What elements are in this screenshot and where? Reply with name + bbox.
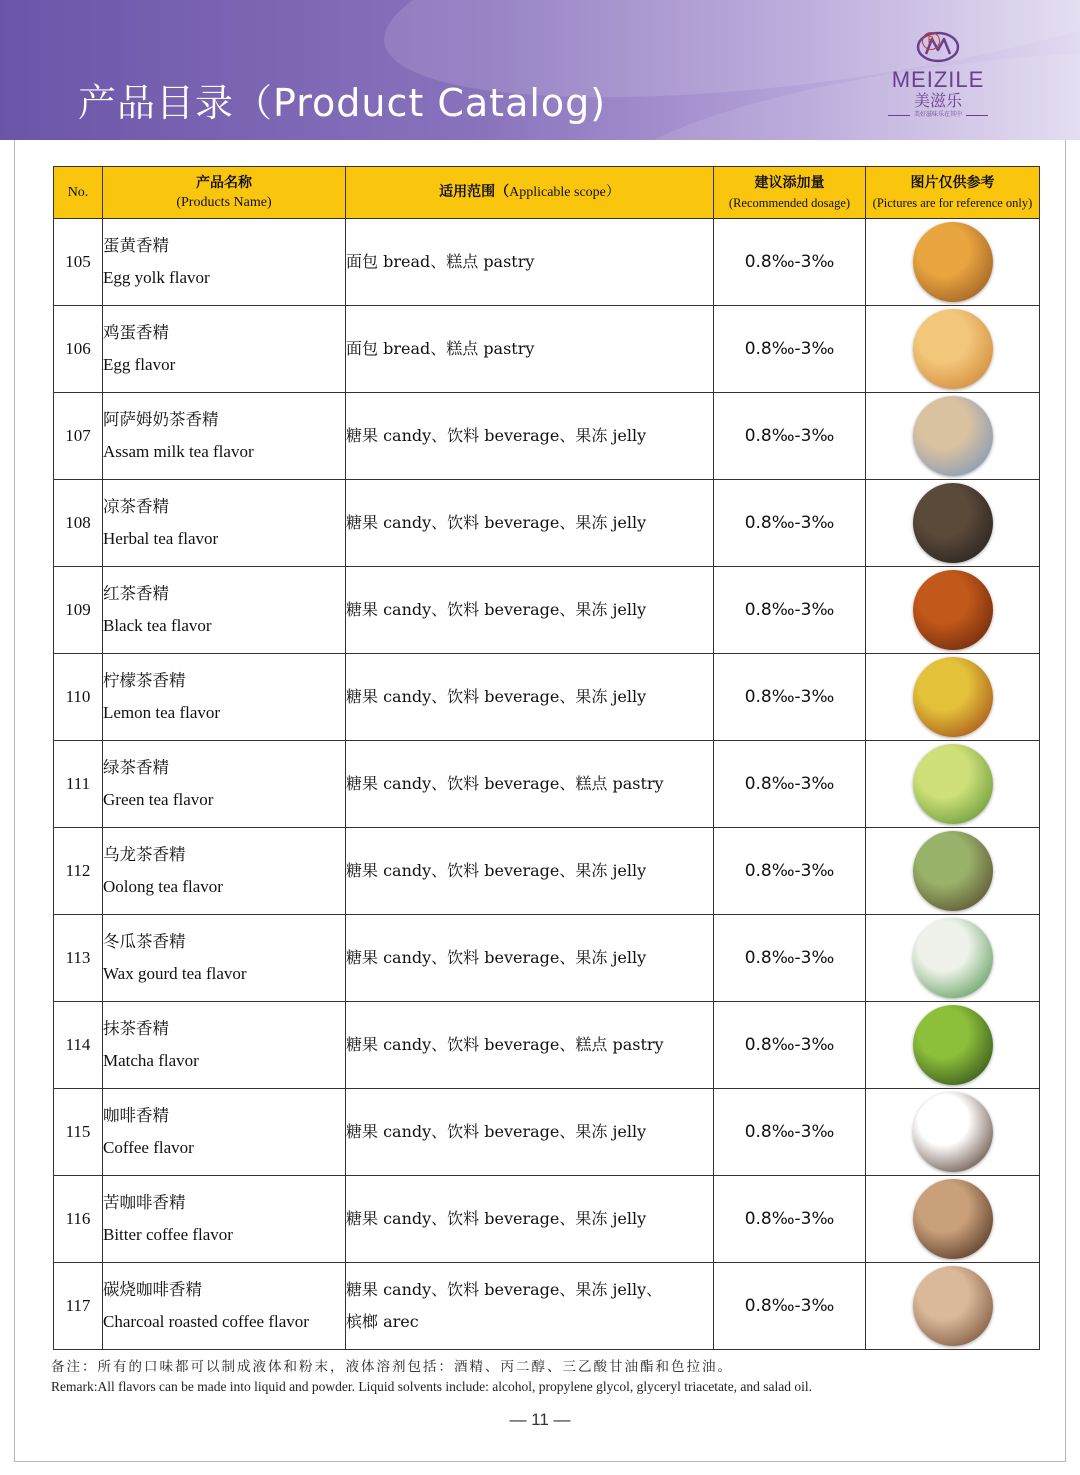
product-number: 106 xyxy=(65,339,91,358)
milk-tea-icon xyxy=(913,396,993,476)
dosage-cell xyxy=(714,1002,866,1089)
picture-cell xyxy=(866,1263,1040,1350)
egg-bread-icon xyxy=(913,309,993,389)
column-header-dosage-cn: 建议添加量 xyxy=(754,174,825,191)
product-name-cell xyxy=(103,1002,346,1089)
product-name-cn: 乌龙茶香精 xyxy=(103,845,186,864)
table-row xyxy=(54,1176,1040,1263)
applicable-scope: 糖果 candy、饮料 beverage、果冻 jelly xyxy=(346,513,647,532)
applicable-scope-cell xyxy=(346,741,714,828)
matcha-icon xyxy=(913,1005,993,1085)
dosage-cell xyxy=(714,654,866,741)
product-name-cell xyxy=(103,1089,346,1176)
product-number: 111 xyxy=(65,774,91,793)
column-header-dosage-en: (Recommended dosage) xyxy=(728,195,851,210)
product-name-cell xyxy=(103,1176,346,1263)
applicable-scope: 糖果 candy、饮料 beverage、果冻 jelly xyxy=(346,1209,647,1228)
product-number: 110 xyxy=(65,687,91,706)
product-number-cell xyxy=(54,828,103,915)
table-row xyxy=(54,915,1040,1002)
brand-tagline xyxy=(878,110,998,120)
product-name-cell xyxy=(103,915,346,1002)
recommended-dosage: 0.8‰-3‰ xyxy=(744,948,835,968)
applicable-scope-cell xyxy=(346,654,714,741)
product-name-cell xyxy=(103,654,346,741)
remark-cn: 备注：所有的口味都可以制成液体和粉末，液体溶剂包括：酒精、丙二醇、三乙酸甘油酯和色拉油。 xyxy=(51,1359,733,1375)
product-number: 116 xyxy=(65,1209,91,1228)
product-number-cell xyxy=(54,219,103,306)
applicable-scope: 糖果 candy、饮料 beverage、果冻 jelly xyxy=(346,861,647,880)
applicable-scope-cell xyxy=(346,306,714,393)
table-row xyxy=(54,219,1040,306)
product-number-cell xyxy=(54,1002,103,1089)
column-header-name xyxy=(103,167,346,219)
recommended-dosage: 0.8‰-3‰ xyxy=(744,1122,835,1142)
product-name-cell xyxy=(103,219,346,306)
table-row xyxy=(54,1263,1040,1350)
applicable-scope: 面包 bread、糕点 pastry xyxy=(346,252,535,271)
table-row xyxy=(54,1002,1040,1089)
applicable-scope-cell xyxy=(346,828,714,915)
product-name-cn: 凉茶香精 xyxy=(103,497,169,516)
page-title: 产品目录（Product Catalog) xyxy=(78,81,607,125)
black-tea-icon xyxy=(913,570,993,650)
column-header-no-label: No. xyxy=(67,185,89,200)
applicable-scope-cell xyxy=(346,1002,714,1089)
wax-gourd-tea-icon xyxy=(913,918,993,998)
product-name-cn: 红茶香精 xyxy=(103,584,169,603)
product-name-cn: 冬瓜茶香精 xyxy=(103,932,186,951)
table-row xyxy=(54,828,1040,915)
product-name-en: Charcoal roasted coffee flavor xyxy=(103,1312,309,1331)
product-number: 114 xyxy=(65,1035,91,1054)
table-row xyxy=(54,741,1040,828)
product-number: 105 xyxy=(65,252,91,271)
product-name-en: Green tea flavor xyxy=(103,790,214,809)
dosage-cell xyxy=(714,741,866,828)
applicable-scope-cell xyxy=(346,567,714,654)
applicable-scope-cell xyxy=(346,915,714,1002)
recommended-dosage: 0.8‰-3‰ xyxy=(744,252,835,272)
recommended-dosage: 0.8‰-3‰ xyxy=(744,861,835,881)
applicable-scope-cell xyxy=(346,219,714,306)
column-header-name-cn: 产品名称 xyxy=(196,174,252,191)
product-number: 117 xyxy=(65,1296,91,1315)
product-number-cell xyxy=(54,1263,103,1350)
picture-cell xyxy=(866,306,1040,393)
applicable-scope-cell xyxy=(346,1176,714,1263)
roasted-coffee-icon xyxy=(913,1266,993,1346)
product-name-en: Assam milk tea flavor xyxy=(103,442,254,461)
product-name-cn: 抹茶香精 xyxy=(103,1019,169,1038)
applicable-scope: 糖果 candy、饮料 beverage、糕点 pastry xyxy=(346,774,664,793)
recommended-dosage: 0.8‰-3‰ xyxy=(744,426,835,446)
product-name-en: Lemon tea flavor xyxy=(103,703,221,722)
recommended-dosage: 0.8‰-3‰ xyxy=(744,1296,835,1316)
picture-cell xyxy=(866,741,1040,828)
applicable-scope: 糖果 candy、饮料 beverage、果冻 jelly xyxy=(346,948,647,967)
product-number-cell xyxy=(54,1089,103,1176)
picture-cell xyxy=(866,480,1040,567)
recommended-dosage: 0.8‰-3‰ xyxy=(744,600,835,620)
page-number: — 11 — xyxy=(509,1410,571,1429)
dosage-cell xyxy=(714,1176,866,1263)
picture-cell xyxy=(866,915,1040,1002)
product-name-en: Egg yolk flavor xyxy=(103,268,210,287)
recommended-dosage: 0.8‰-3‰ xyxy=(744,1035,835,1055)
herbal-tea-icon xyxy=(913,483,993,563)
meizile-logo-icon xyxy=(916,30,960,64)
product-number-cell xyxy=(54,306,103,393)
product-name-en: Coffee flavor xyxy=(103,1138,194,1157)
picture-cell xyxy=(866,1089,1040,1176)
product-number-cell xyxy=(54,654,103,741)
recommended-dosage: 0.8‰-3‰ xyxy=(744,774,835,794)
dosage-cell xyxy=(714,480,866,567)
column-header-scope-cn: 适用范围（ xyxy=(439,184,510,200)
product-name-cn: 碳烧咖啡香精 xyxy=(103,1280,202,1299)
table-row xyxy=(54,567,1040,654)
product-name-cell xyxy=(103,828,346,915)
dosage-cell xyxy=(714,1089,866,1176)
applicable-scope: 糖果 candy、饮料 beverage、果冻 jelly xyxy=(346,687,647,706)
applicable-scope-cell xyxy=(346,1089,714,1176)
lemon-tea-icon xyxy=(913,657,993,737)
picture-cell xyxy=(866,393,1040,480)
product-number-cell xyxy=(54,480,103,567)
product-name-en: Oolong tea flavor xyxy=(103,877,223,896)
brand-name-cn: 美滋乐 xyxy=(913,91,962,110)
product-number: 112 xyxy=(65,861,91,880)
remark-en: Remark:All flavors can be made into liquid and powder. Liquid solvents include: alcohol, propylene glycol, glyceryl triacetate, and salad oil. xyxy=(51,1379,813,1394)
picture-cell xyxy=(866,828,1040,915)
applicable-scope: 糖果 candy、饮料 beverage、糕点 pastry xyxy=(346,1035,664,1054)
dosage-cell xyxy=(714,393,866,480)
product-number: 109 xyxy=(65,600,91,619)
recommended-dosage: 0.8‰-3‰ xyxy=(744,1209,835,1229)
table-row xyxy=(54,654,1040,741)
product-name-en: Herbal tea flavor xyxy=(103,529,219,548)
product-catalog-table xyxy=(53,166,1040,1350)
table-row xyxy=(54,306,1040,393)
column-header-picture-cn: 图片仅供参考 xyxy=(910,174,995,191)
brand-tagline-text: 美好滋味乐在其中 xyxy=(913,111,962,118)
product-name-cn: 绿茶香精 xyxy=(103,758,169,777)
product-name-cn: 苦咖啡香精 xyxy=(103,1193,186,1212)
product-number: 108 xyxy=(65,513,91,532)
product-name-en: Matcha flavor xyxy=(103,1051,199,1070)
column-header-scope-en: Applicable scope） xyxy=(509,185,620,200)
product-number: 113 xyxy=(65,948,91,967)
table-header-row xyxy=(54,167,1040,219)
header-banner xyxy=(0,0,1080,140)
product-number-cell xyxy=(54,393,103,480)
product-name-cn: 柠檬茶香精 xyxy=(103,671,186,690)
product-name-cell xyxy=(103,1263,346,1350)
egg-yolk-pastry-icon xyxy=(913,222,993,302)
applicable-scope: 糖果 candy、饮料 beverage、果冻 jelly、 xyxy=(346,1280,663,1299)
picture-cell xyxy=(866,1176,1040,1263)
column-header-picture xyxy=(866,167,1040,219)
picture-cell xyxy=(866,567,1040,654)
oolong-tea-icon xyxy=(913,831,993,911)
applicable-scope-cell xyxy=(346,480,714,567)
product-name-cell xyxy=(103,741,346,828)
recommended-dosage: 0.8‰-3‰ xyxy=(744,513,835,533)
table-row xyxy=(54,393,1040,480)
product-number-cell xyxy=(54,741,103,828)
product-name-cell xyxy=(103,480,346,567)
column-header-scope xyxy=(346,167,714,219)
remark-note xyxy=(51,1358,1041,1396)
column-header-name-en: (Products Name) xyxy=(176,194,272,210)
applicable-scope: 面包 bread、糕点 pastry xyxy=(346,339,535,358)
product-name-en: Egg flavor xyxy=(103,355,176,374)
table-row xyxy=(54,480,1040,567)
picture-cell xyxy=(866,654,1040,741)
dosage-cell xyxy=(714,828,866,915)
dosage-cell xyxy=(714,306,866,393)
column-header-dosage xyxy=(714,167,866,219)
bitter-coffee-icon xyxy=(913,1179,993,1259)
product-name-cell xyxy=(103,567,346,654)
product-name-cn: 蛋黄香精 xyxy=(103,236,169,255)
product-number: 115 xyxy=(65,1122,91,1141)
column-header-no xyxy=(54,167,103,219)
applicable-scope: 糖果 candy、饮料 beverage、果冻 jelly xyxy=(346,426,647,445)
product-name-en: Wax gourd tea flavor xyxy=(103,964,247,983)
product-name-cell xyxy=(103,393,346,480)
product-name-cn: 咖啡香精 xyxy=(103,1106,169,1125)
brand-logo xyxy=(878,30,998,138)
picture-cell xyxy=(866,219,1040,306)
dosage-cell xyxy=(714,219,866,306)
product-number-cell xyxy=(54,915,103,1002)
table-row xyxy=(54,1089,1040,1176)
recommended-dosage: 0.8‰-3‰ xyxy=(744,687,835,707)
picture-cell xyxy=(866,1002,1040,1089)
green-tea-icon xyxy=(913,744,993,824)
product-number: 107 xyxy=(65,426,91,445)
applicable-scope-cell xyxy=(346,1263,714,1350)
product-name-en: Bitter coffee flavor xyxy=(103,1225,233,1244)
dosage-cell xyxy=(714,567,866,654)
applicable-scope-cell xyxy=(346,393,714,480)
registered-mark-icon: R xyxy=(922,32,940,50)
recommended-dosage: 0.8‰-3‰ xyxy=(744,339,835,359)
dosage-cell xyxy=(714,915,866,1002)
product-name-cn: 鸡蛋香精 xyxy=(103,323,169,342)
coffee-cup-icon xyxy=(913,1092,993,1172)
applicable-scope-continued: 槟榔 arec xyxy=(346,1312,419,1331)
dosage-cell xyxy=(714,1263,866,1350)
product-number-cell xyxy=(54,567,103,654)
column-header-picture-en: (Pictures are for reference only) xyxy=(872,195,1033,210)
product-number-cell xyxy=(54,1176,103,1263)
product-name-cn: 阿萨姆奶茶香精 xyxy=(103,410,219,429)
brand-name-en: MEIZILE xyxy=(891,67,985,92)
applicable-scope: 糖果 candy、饮料 beverage、果冻 jelly xyxy=(346,600,647,619)
product-name-en: Black tea flavor xyxy=(103,616,212,635)
product-name-cell xyxy=(103,306,346,393)
applicable-scope: 糖果 candy、饮料 beverage、果冻 jelly xyxy=(346,1122,647,1141)
